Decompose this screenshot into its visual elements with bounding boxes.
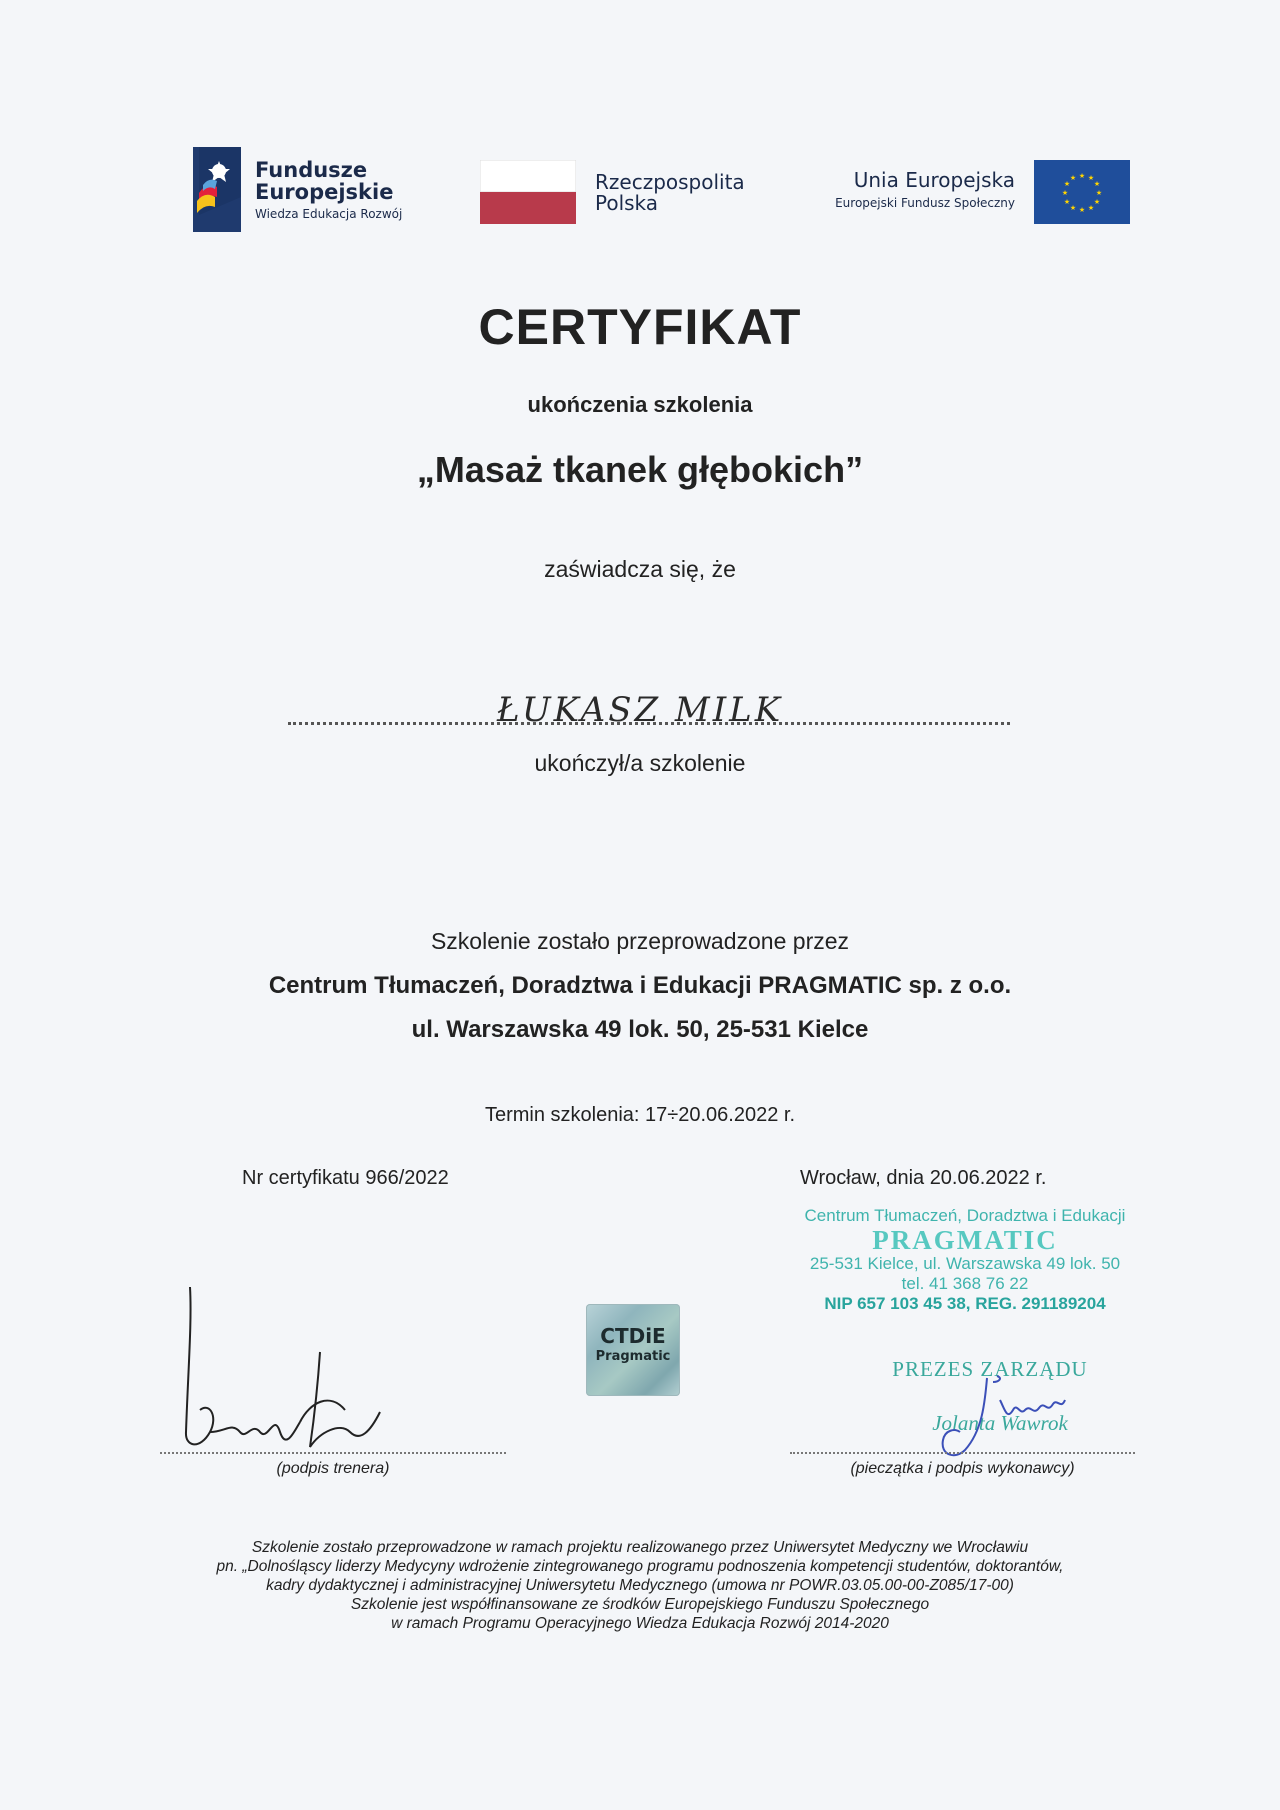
place-and-date: Wrocław, dnia 20.06.2022 r. xyxy=(800,1167,1047,1189)
prezes-name: Jolanta Wawrok xyxy=(932,1411,1068,1435)
trainer-signature-line xyxy=(160,1452,506,1454)
svg-text:★: ★ xyxy=(1078,206,1086,214)
trainer-signature-caption: (podpis trenera) xyxy=(276,1460,390,1477)
footer-line: pn. „Dolnośląscy liderzy Medycyny wdrożenie zintegrowanego programu podnoszenia kompetencji studentów, doktorantów, xyxy=(216,1558,1064,1575)
pl-line1: Rzeczpospolita xyxy=(595,170,745,194)
svg-text:★: ★ xyxy=(1069,204,1077,212)
organization-address: ul. Warszawska 49 lok. 50, 25-531 Kielce xyxy=(411,1016,869,1043)
company-stamp xyxy=(790,1206,1140,1314)
svg-text:★: ★ xyxy=(1087,174,1095,182)
footer-line: kadry dydaktycznej i administracyjnej Uniwersytetu Medycznego (umowa nr POWR.03.05.00-00-Z085/17-00) xyxy=(266,1577,1014,1594)
footer-line: Szkolenie zostało przeprowadzone w ramach projektu realizowanego przez Uniwersytet Medyczny we Wrocławiu xyxy=(251,1539,1029,1556)
organization-name: Centrum Tłumaczeń, Doradztwa i Edukacji PRAGMATIC sp. z o.o. xyxy=(268,972,1012,999)
pl-line2: Polska xyxy=(595,191,659,215)
participant-name: ŁUKASZ MILK xyxy=(496,690,784,730)
svg-text:★: ★ xyxy=(1093,198,1101,206)
logo-unia-europejska xyxy=(810,160,1130,225)
fe-title-line1: Fundusze xyxy=(255,158,368,182)
fundusze-europejskie-icon xyxy=(193,147,241,232)
svg-text:★: ★ xyxy=(1063,180,1071,188)
fe-subtitle: Wiedza Edukacja Rozwój xyxy=(255,207,403,221)
certificate-title: CERTYFIKAT xyxy=(478,299,802,355)
trainer-signature xyxy=(170,1282,420,1462)
course-name: „Masaż tkanek głębokich” xyxy=(416,449,864,490)
fe-title-line2: Europejskie xyxy=(255,180,394,204)
svg-text:★: ★ xyxy=(1093,180,1101,188)
certificate-subtitle: ukończenia szkolenia xyxy=(527,392,753,417)
prezes-title: PREZES ZARZĄDU xyxy=(892,1357,1088,1381)
svg-text:★: ★ xyxy=(1063,198,1071,206)
svg-text:★: ★ xyxy=(1061,189,1069,197)
executor-signature-caption: (pieczątka i podpis wykonawcy) xyxy=(850,1460,1075,1477)
executor-signature-line xyxy=(790,1452,1135,1454)
training-term: Termin szkolenia: 17÷20.06.2022 r. xyxy=(484,1104,796,1126)
stamp-line2: PRAGMATIC xyxy=(872,1225,1058,1255)
svg-text:★: ★ xyxy=(1069,174,1077,182)
svg-text:★: ★ xyxy=(1095,189,1103,197)
stamp-line1: Centrum Tłumaczeń, Doradztwa i Edukacji xyxy=(804,1206,1126,1225)
conducted-by-text: Szkolenie zostało przeprowadzone przez xyxy=(430,928,850,954)
svg-text:★: ★ xyxy=(1087,204,1095,212)
logo-fundusze-europejskie xyxy=(193,147,463,232)
logo-rzeczpospolita-polska xyxy=(480,160,780,225)
footer-line: Szkolenie jest współfinansowane ze środków Europejskiego Funduszu Społecznego xyxy=(350,1596,930,1613)
name-dotted-line xyxy=(288,722,1010,725)
stamp-line5: NIP 657 103 45 38, REG. 291189204 xyxy=(824,1294,1106,1313)
completed-text: ukończył/a szkolenie xyxy=(534,750,746,776)
footer-note xyxy=(140,1538,1140,1633)
svg-text:★: ★ xyxy=(1078,172,1086,180)
stamp-line4: tel. 41 368 76 22 xyxy=(901,1274,1029,1293)
attestation-text: zaświadcza się, że xyxy=(544,556,736,582)
hologram-line1: CTDiE xyxy=(600,1324,666,1348)
ue-title: Unia Europejska xyxy=(853,168,1015,192)
eu-flag-icon xyxy=(1034,160,1130,224)
polish-flag-icon xyxy=(480,160,576,224)
certificate-number: Nr certyfikatu 966/2022 xyxy=(242,1167,449,1189)
footer-line: w ramach Programu Operacyjnego Wiedza Edukacja Rozwój 2014-2020 xyxy=(391,1615,889,1632)
hologram-line2: Pragmatic xyxy=(595,1349,671,1364)
prezes-signature xyxy=(905,1370,1085,1470)
hologram-sticker xyxy=(586,1304,680,1396)
ue-subtitle: Europejski Fundusz Społeczny xyxy=(835,196,1015,210)
stamp-line3: 25-531 Kielce, ul. Warszawska 49 lok. 50 xyxy=(809,1254,1121,1273)
